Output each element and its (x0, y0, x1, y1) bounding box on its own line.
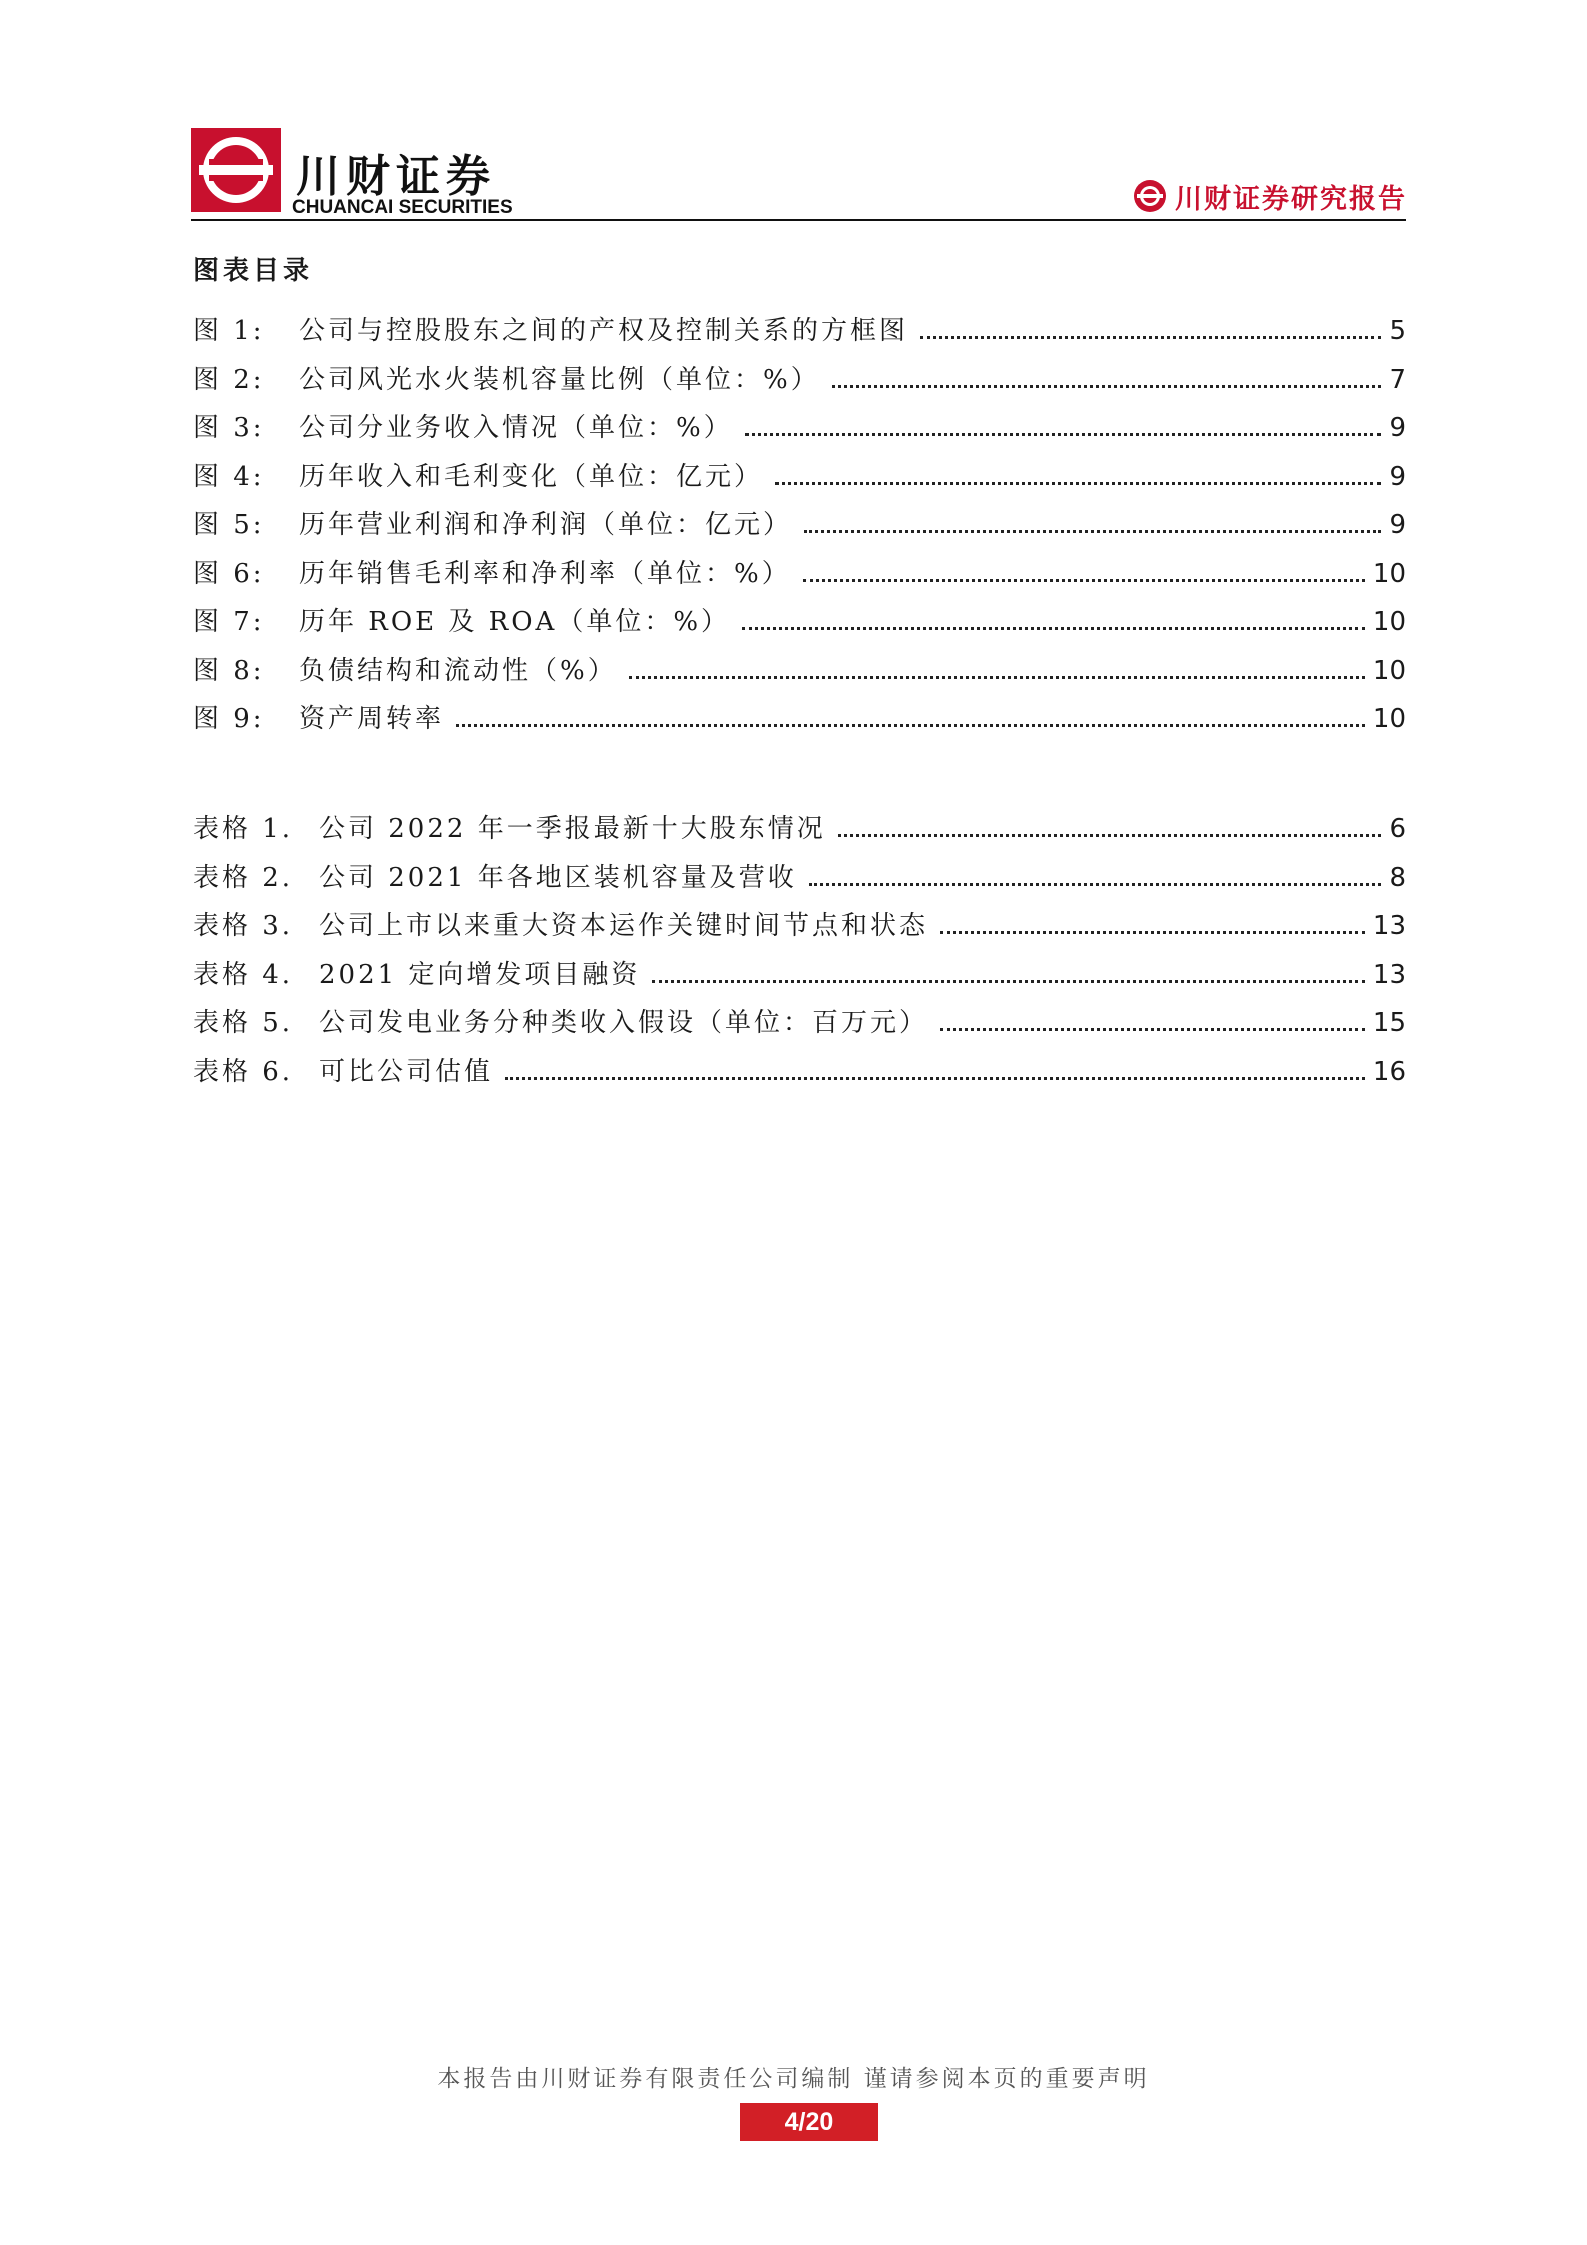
entry-title: 公司与控股股东之间的产权及控制关系的方框图 (299, 316, 909, 346)
entry-title: 公司 2022 年一季报最新十大股东情况 (319, 814, 826, 844)
dot-leader (652, 979, 1364, 983)
toc-title: 图表目录 (193, 256, 314, 286)
entry-label: 图 7: (193, 607, 265, 637)
entry-label: 图 5: (193, 510, 265, 540)
toc-entry-figure-2[interactable] (193, 359, 1406, 408)
entry-title: 公司 2021 年各地区装机容量及营收 (319, 862, 797, 893)
toc-entry-figure-1[interactable] (193, 310, 1406, 359)
entry-page: 16 (1372, 1056, 1406, 1087)
dot-leader (745, 432, 1382, 436)
entry-title: 负债结构和流动性（%） (299, 655, 617, 686)
dot-leader (803, 578, 1365, 582)
entry-page: 9 (1389, 461, 1406, 492)
toc-entry-figure-4[interactable] (193, 456, 1406, 505)
dot-leader (920, 335, 1381, 339)
entry-page: 9 (1389, 510, 1406, 540)
entry-page: 6 (1389, 814, 1406, 844)
entry-page: 10 (1372, 704, 1406, 734)
entry-title: 2021 定向增发项目融资 (319, 959, 641, 990)
entry-page: 8 (1389, 862, 1406, 893)
entry-page: 5 (1389, 316, 1406, 346)
toc-entry-table-5[interactable] (193, 1002, 1406, 1051)
toc-entry-table-6[interactable] (193, 1051, 1406, 1100)
table-list (193, 808, 1406, 1099)
toc-entry-table-3[interactable] (193, 905, 1406, 954)
dot-leader (775, 481, 1381, 485)
dot-leader (804, 529, 1381, 533)
entry-page: 13 (1372, 911, 1406, 941)
entry-page: 10 (1372, 655, 1406, 686)
header-divider (191, 219, 1406, 221)
dot-leader (838, 833, 1382, 837)
entry-page: 15 (1372, 1008, 1406, 1038)
entry-title: 历年销售毛利率和净利率（单位：%） (299, 558, 791, 589)
entry-page: 13 (1372, 959, 1406, 990)
page-number-badge: 4/20 (740, 2103, 878, 2141)
report-brand-text: 川财证券研究报告 (1175, 183, 1407, 215)
entry-title: 可比公司估值 (319, 1056, 494, 1087)
toc-entry-figure-3[interactable] (193, 407, 1406, 456)
entry-label: 表格 6. (193, 1056, 294, 1087)
entry-label: 表格 4. (193, 959, 294, 990)
entry-title: 历年收入和毛利变化（单位：亿元） (299, 461, 764, 492)
entry-title: 资产周转率 (299, 704, 445, 734)
entry-label: 表格 1. (193, 814, 294, 844)
dot-leader (456, 723, 1365, 727)
entry-page: 10 (1372, 607, 1406, 637)
entry-label: 表格 2. (193, 862, 294, 893)
entry-label: 表格 3. (193, 911, 294, 941)
dot-leader (505, 1076, 1365, 1080)
chuancai-logo-icon (191, 128, 281, 212)
entry-title: 公司发电业务分种类收入假设（单位：百万元） (319, 1008, 929, 1038)
toc-entry-figure-5[interactable] (193, 504, 1406, 553)
brand-logo-icon (1133, 179, 1167, 213)
toc-entry-figure-8[interactable] (193, 650, 1406, 699)
dot-leader (940, 1027, 1365, 1031)
entry-label: 图 6: (193, 558, 265, 589)
dot-leader (940, 930, 1365, 934)
entry-title: 历年 ROE 及 ROA（单位：%） (299, 607, 731, 637)
report-brand (1133, 175, 1407, 217)
page-header (0, 0, 1587, 230)
logo-english-name: CHUANCAI SECURITIES (292, 197, 513, 218)
toc-entry-table-4[interactable] (193, 954, 1406, 1003)
entry-title: 历年营业利润和净利润（单位：亿元） (299, 510, 793, 540)
footer-disclaimer: 本报告由川财证券有限责任公司编制 谨请参阅本页的重要声明 (437, 2066, 1150, 2092)
entry-label: 图 9: (193, 704, 265, 734)
dot-leader (809, 882, 1382, 886)
entry-label: 图 3: (193, 413, 265, 443)
toc-entry-figure-6[interactable] (193, 553, 1406, 602)
entry-page: 10 (1372, 558, 1406, 589)
toc-entry-table-1[interactable] (193, 808, 1406, 857)
dot-leader (629, 675, 1365, 679)
entry-label: 表格 5. (193, 1008, 294, 1038)
entry-label: 图 1: (193, 316, 265, 346)
entry-title: 公司风光水火装机容量比例（单位：%） (299, 364, 820, 395)
toc-entry-figure-7[interactable] (193, 601, 1406, 650)
toc-entry-table-2[interactable] (193, 857, 1406, 906)
dot-leader (742, 626, 1365, 630)
entry-title: 公司上市以来重大资本运作关键时间节点和状态 (319, 911, 929, 941)
toc-entry-figure-9[interactable] (193, 698, 1406, 747)
figure-list (193, 310, 1406, 747)
entry-label: 图 2: (193, 364, 265, 395)
dot-leader (832, 384, 1382, 388)
entry-label: 图 4: (193, 461, 265, 492)
entry-label: 图 8: (193, 655, 265, 686)
entry-title: 公司分业务收入情况（单位：%） (299, 413, 733, 443)
logo-chinese-name: 川财证券 (296, 151, 496, 202)
entry-page: 7 (1389, 364, 1406, 395)
entry-page: 9 (1389, 413, 1406, 443)
